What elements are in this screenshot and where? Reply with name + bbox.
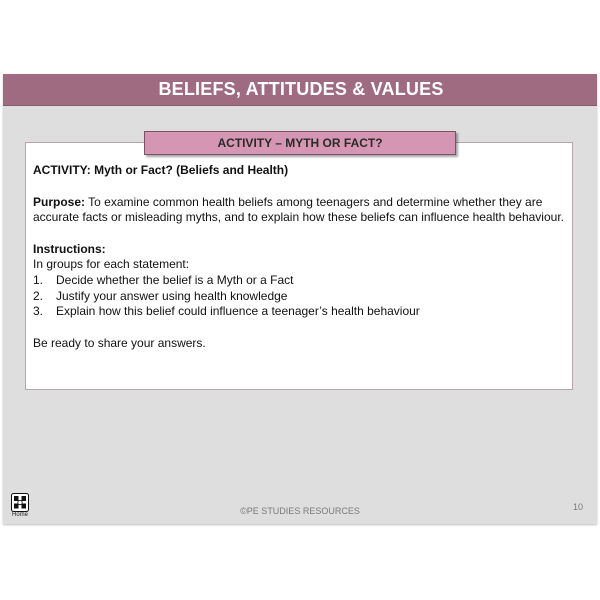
purpose-text: To examine common health beliefs among teenagers and determine whether they are accurate facts or misleading myths, and to explain how these beliefs can influence health behaviour. [33, 194, 564, 225]
activity-content [33, 163, 565, 351]
purpose-paragraph [33, 195, 565, 226]
copyright-footer: ©PE STUDIES RESOURCES [240, 506, 360, 516]
step-number: 3. [33, 304, 44, 319]
slide-title: BELIEFS, ATTITUDES & VALUES [158, 79, 444, 99]
slide [3, 74, 597, 524]
closing-text: Be ready to share your answers. [33, 335, 206, 350]
instructions-intro: In groups for each statement: [33, 257, 190, 272]
title-bar [3, 74, 597, 106]
activity-tab-label: ACTIVITY – MYTH OR FACT? [217, 136, 383, 150]
step-text: Justify your answer using health knowledge [56, 288, 288, 303]
step-text: Explain how this belief could influence a teenager’s health behaviour [56, 304, 420, 319]
page-number: 10 [572, 502, 583, 512]
activity-heading: ACTIVITY: Myth or Fact? (Beliefs and Health) [33, 163, 289, 177]
step-number: 2. [33, 288, 44, 303]
instruction-step [33, 289, 565, 305]
instructions-list [33, 273, 565, 320]
instruction-step [33, 304, 565, 320]
purpose-label: Purpose: [33, 194, 86, 209]
instruction-step [33, 273, 565, 289]
instructions-label: Instructions: [33, 241, 106, 256]
step-number: 1. [33, 272, 44, 287]
activity-content-box [25, 142, 573, 390]
home-label: Home [11, 512, 28, 518]
step-text: Decide whether the belief is a Myth or a Fact [56, 272, 294, 287]
activity-tab [144, 131, 456, 155]
